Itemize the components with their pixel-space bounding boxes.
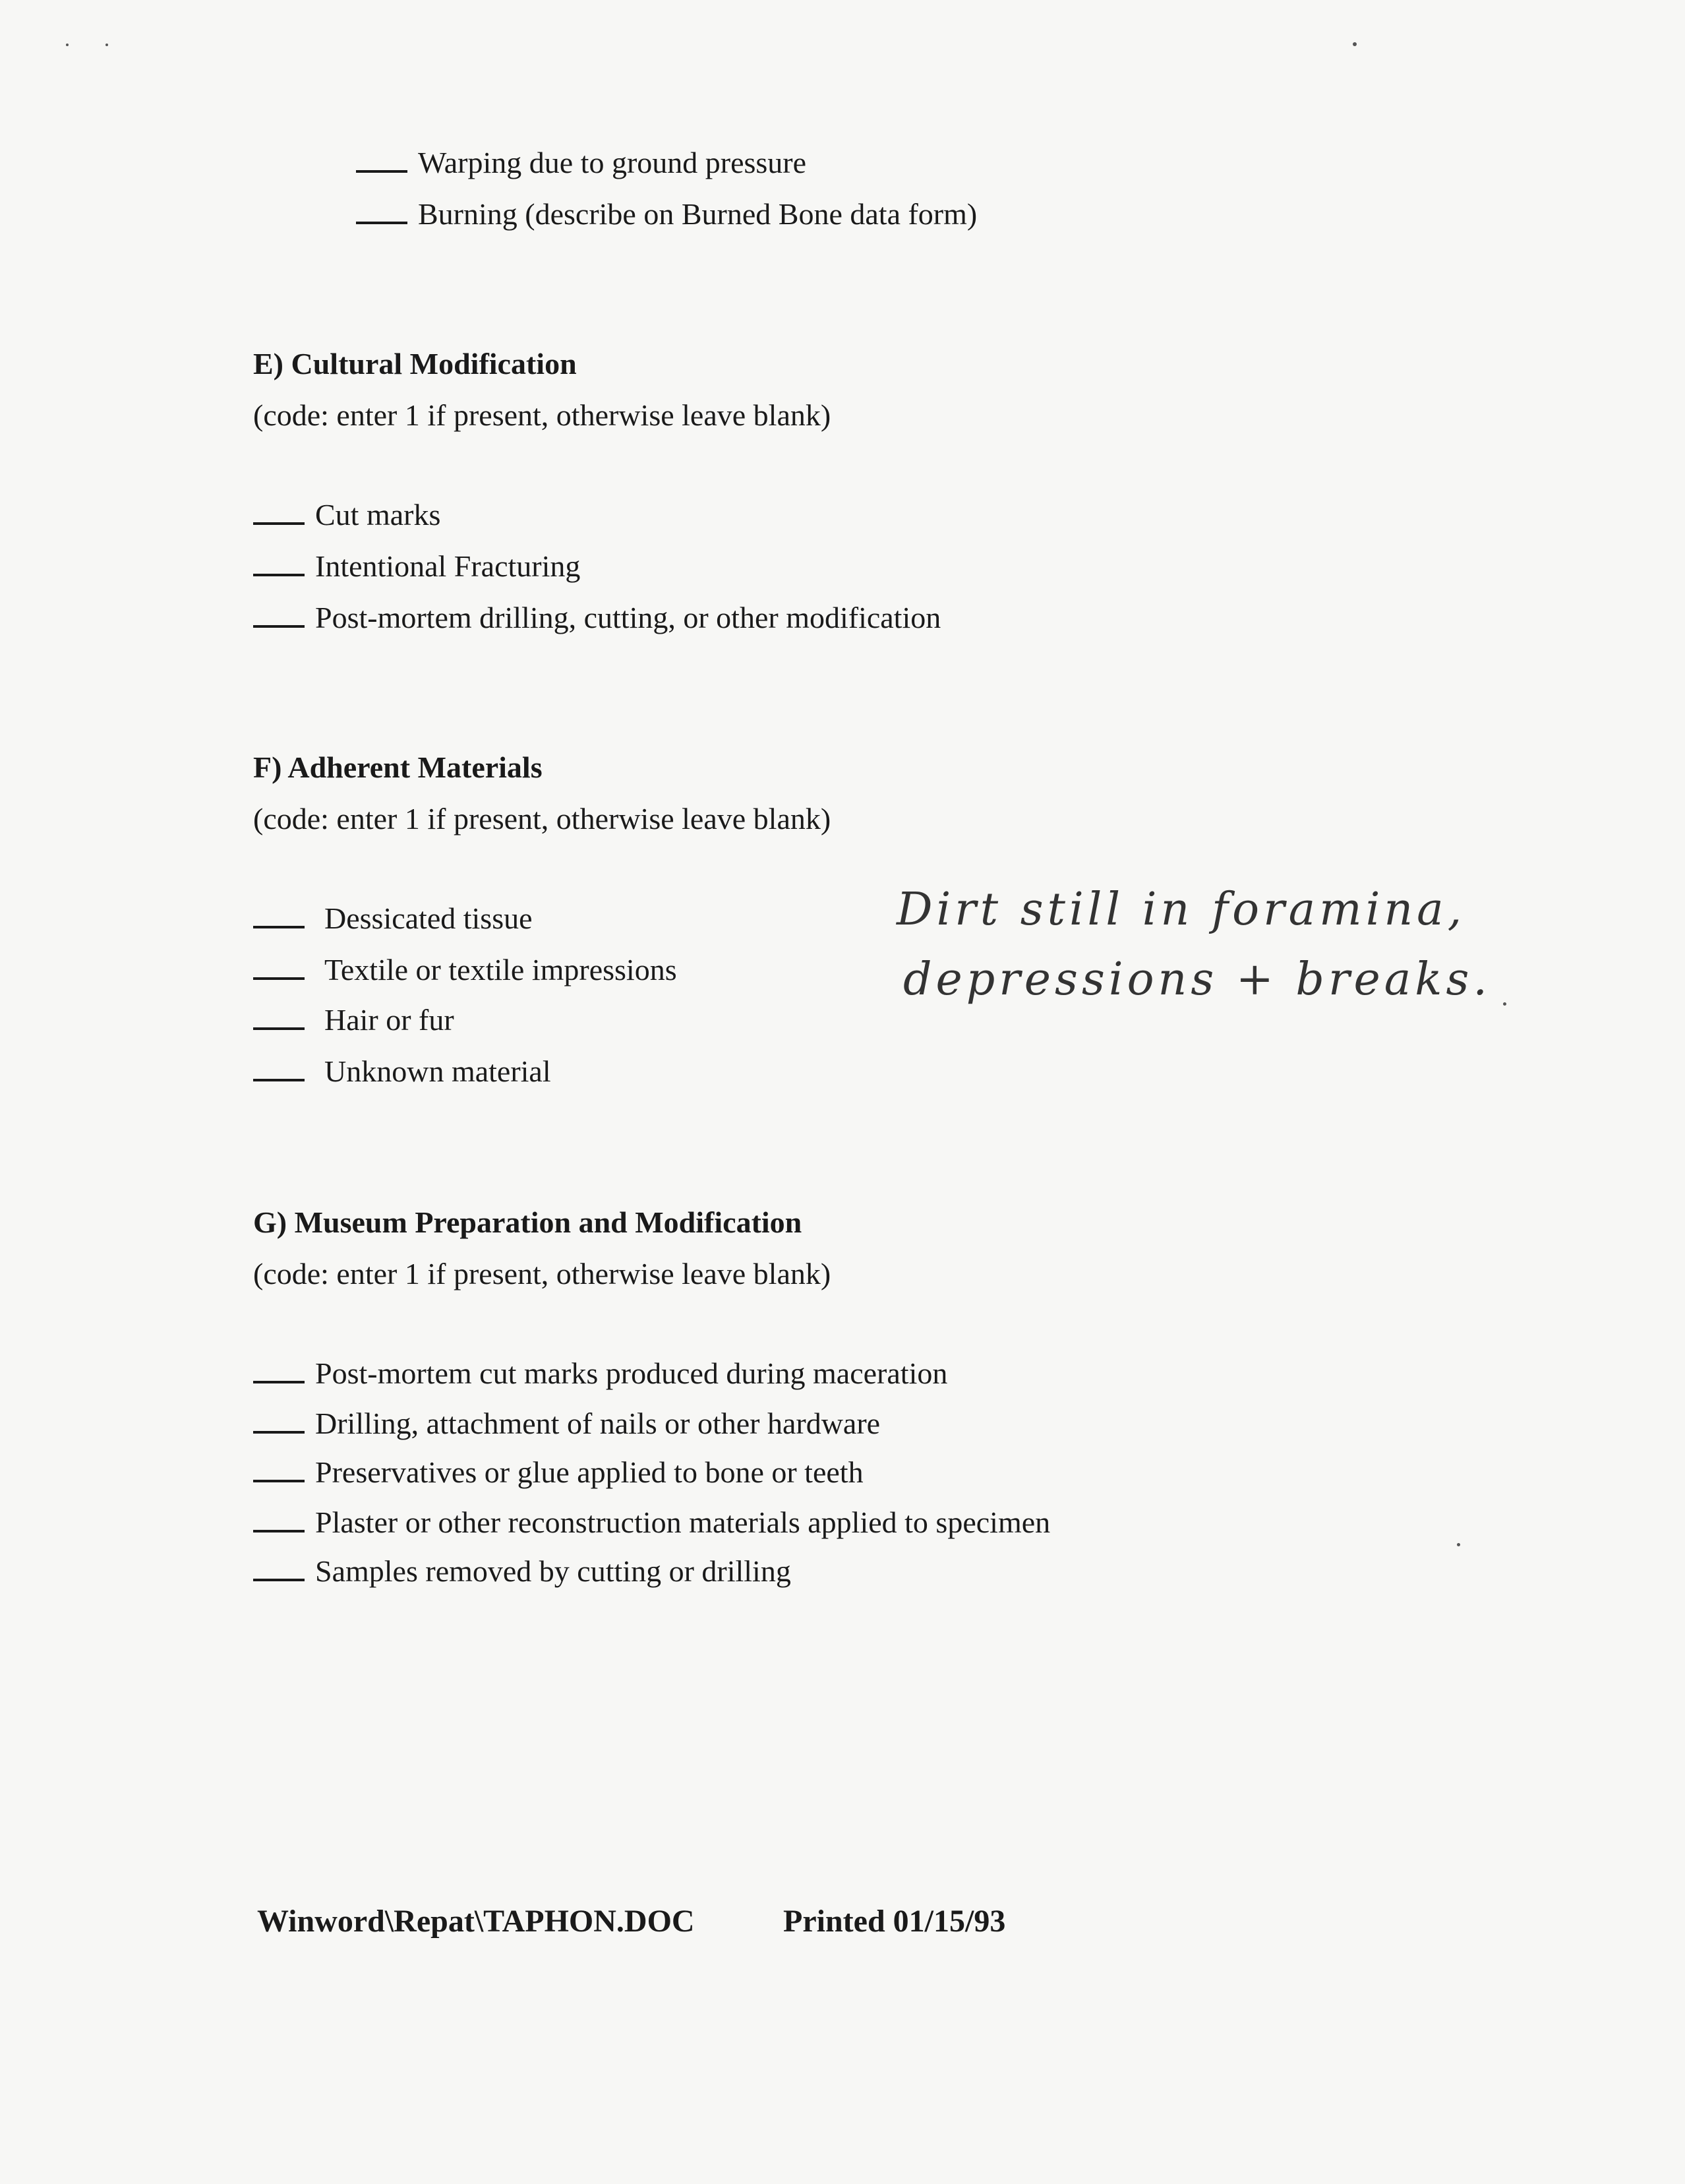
checklist-item: Textile or textile impressions [253, 951, 677, 988]
checklist-item: Post-mortem cut marks produced during maceration [253, 1354, 947, 1392]
scan-speck [66, 44, 69, 46]
entry-blank[interactable] [253, 599, 305, 628]
entry-blank[interactable] [253, 951, 305, 980]
scan-speck [1457, 1543, 1460, 1546]
scan-speck [105, 44, 108, 46]
checklist-item: Post-mortem drilling, cutting, or other modification [253, 599, 941, 636]
scan-speck [1353, 42, 1357, 46]
entry-blank[interactable] [253, 1453, 305, 1482]
checklist-item: Samples removed by cutting or drilling [253, 1552, 791, 1590]
entry-blank[interactable] [356, 195, 407, 224]
section-f-title: F) Adherent Materials [253, 750, 543, 784]
entry-blank[interactable] [253, 496, 305, 525]
checklist-item: Burning (describe on Burned Bone data form) [356, 195, 977, 233]
handwritten-note-line: Dirt still in foramina, [897, 884, 1466, 936]
checklist-item: Drilling, attachment of nails or other hardware [253, 1405, 880, 1442]
section-e-code: (code: enter 1 if present, otherwise leave blank) [253, 398, 831, 432]
entry-blank[interactable] [253, 1503, 305, 1532]
footer-printed-date: Printed 01/15/93 [783, 1904, 1006, 1939]
checklist-item: Preservatives or glue applied to bone or teeth [253, 1453, 864, 1491]
section-g-title: G) Museum Preparation and Modification [253, 1205, 802, 1239]
section-f-code: (code: enter 1 if present, otherwise leave blank) [253, 802, 831, 835]
handwritten-note-line: depressions + breaks. [903, 954, 1491, 1006]
entry-blank[interactable] [253, 1552, 305, 1581]
checklist-item: Plaster or other reconstruction materials applied to specimen [253, 1503, 1050, 1541]
checklist-item: Dessicated tissue [253, 899, 533, 937]
entry-blank[interactable] [253, 1052, 305, 1081]
entry-blank[interactable] [253, 1001, 305, 1030]
section-e-title: E) Cultural Modification [253, 347, 577, 380]
entry-blank[interactable] [253, 899, 305, 928]
entry-blank[interactable] [253, 547, 305, 576]
checklist-item: Cut marks [253, 496, 440, 533]
entry-blank[interactable] [356, 144, 407, 173]
checklist-item: Unknown material [253, 1052, 551, 1090]
scan-speck [1503, 1002, 1506, 1006]
entry-blank[interactable] [253, 1354, 305, 1383]
footer-file-path: Winword\Repat\TAPHON.DOC [257, 1904, 695, 1939]
checklist-item: Intentional Fracturing [253, 547, 580, 585]
checklist-item: Hair or fur [253, 1001, 454, 1039]
checklist-item: Warping due to ground pressure [356, 144, 806, 181]
section-g-code: (code: enter 1 if present, otherwise leave blank) [253, 1257, 831, 1290]
entry-blank[interactable] [253, 1405, 305, 1434]
